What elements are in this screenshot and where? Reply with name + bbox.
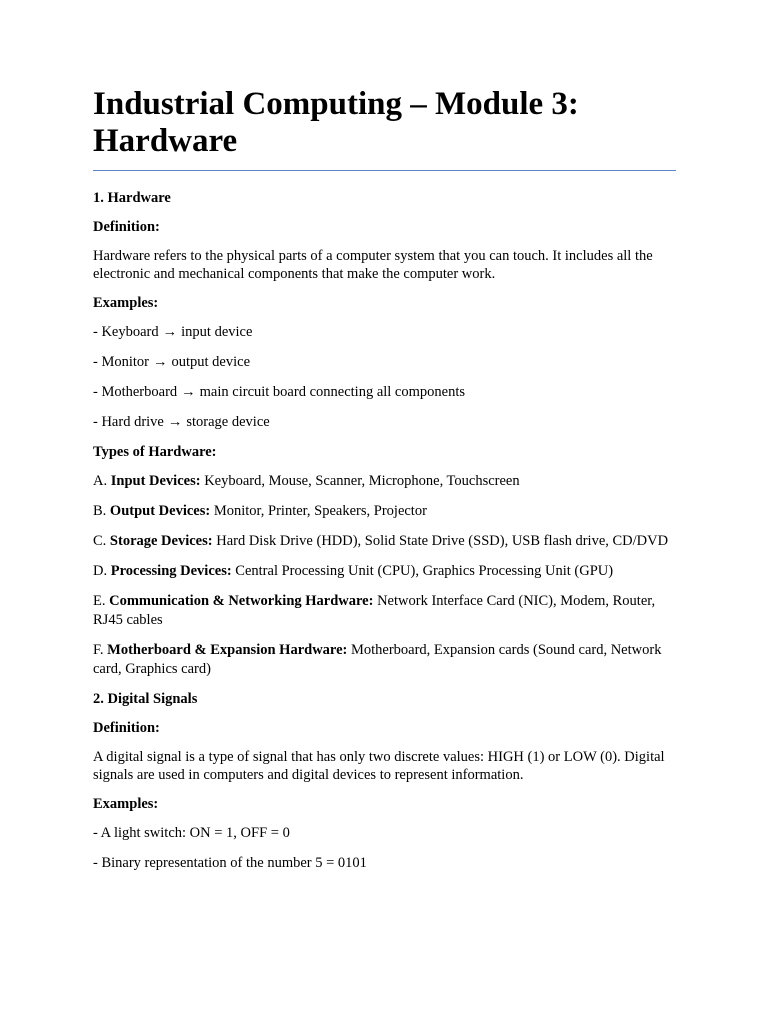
type-items: Keyboard, Mouse, Scanner, Microphone, Touchscreen [204,473,520,489]
type-letter: D. [93,563,108,579]
definition-text: Hardware refers to the physical parts of a computer system that you can touch. It includes all the electronic and mechanical components that make the computer work. [93,248,653,282]
hardware-type-item [93,592,676,630]
example-term: - Motherboard [93,384,178,400]
type-letter: C. [93,533,107,549]
examples-label: Examples: [93,295,159,311]
example-item: - Binary representation of the number 5 = 0101 [93,855,367,871]
definition-label: Definition: [93,720,160,736]
arrow-icon: → [167,414,183,430]
hardware-type-item [93,562,676,581]
example-term: - Hard drive [93,414,164,430]
document-content [93,86,676,873]
example-item [93,383,676,402]
type-name: Motherboard & Expansion Hardware: [107,642,348,658]
type-items: Network Interface Card (NIC), Modem, Router, RJ45 cables [93,593,656,628]
example-desc: storage device [186,414,270,430]
example-desc: output device [171,354,251,370]
type-name: Input Devices: [110,473,201,489]
types-label: Types of Hardware: [93,444,217,460]
type-items: Hard Disk Drive (HDD), Solid State Drive (SSD), USB flash drive, CD/DVD [216,533,669,549]
hardware-type-item [93,641,676,679]
type-items: Central Processing Unit (CPU), Graphics Processing Unit (GPU) [235,563,614,579]
type-letter: E. [93,593,106,609]
example-term: - Monitor [93,354,149,370]
hardware-type-item [93,532,676,551]
examples-label: Examples: [93,796,159,812]
type-name: Output Devices: [109,503,211,519]
example-item [93,413,676,432]
definition-text: A digital signal is a type of signal that has only two discrete values: HIGH (1) or LOW (0). Digital signals are used in computers and digital devices to represent information. [93,749,665,783]
section-heading-hardware: 1. Hardware [93,190,171,206]
type-name: Communication & Networking Hardware: [109,593,374,609]
type-name: Processing Devices: [110,563,232,579]
example-desc: main circuit board connecting all components [199,384,466,400]
example-term: - Keyboard [93,324,159,340]
section-heading-digital-signals: 2. Digital Signals [93,691,198,707]
example-item [93,353,676,372]
type-letter: B. [93,503,107,519]
type-items: Motherboard, Expansion cards (Sound card, Network card, Graphics card) [93,642,662,677]
type-name: Storage Devices: [109,533,213,549]
page-title: Industrial Computing – Module 3: Hardware [93,86,676,171]
hardware-type-item [93,502,676,521]
example-desc: input device [181,324,253,340]
arrow-icon: → [181,384,196,400]
definition-label: Definition: [93,219,160,235]
example-item: - A light switch: ON = 1, OFF = 0 [93,825,290,841]
type-letter: A. [93,473,108,489]
hardware-type-item [93,472,676,491]
example-item [93,323,676,342]
type-letter: F. [93,642,104,658]
arrow-icon: → [152,354,168,370]
type-items: Monitor, Printer, Speakers, Projector [213,503,427,519]
arrow-icon: → [162,324,178,340]
